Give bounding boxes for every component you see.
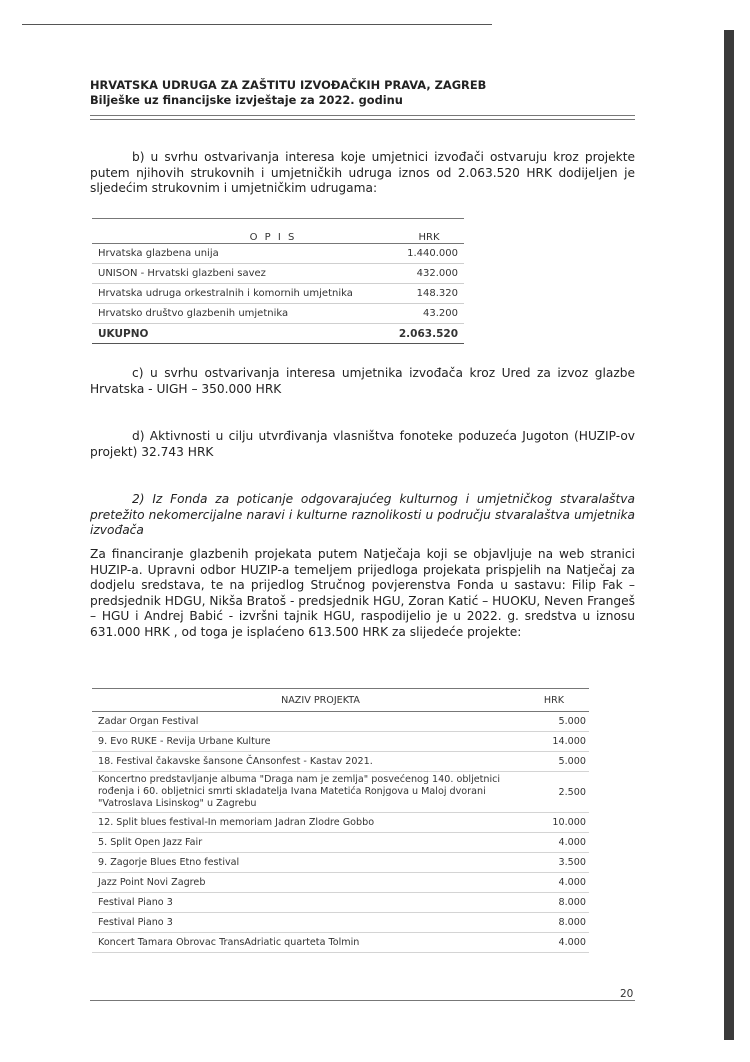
- table-header: [92, 688, 589, 712]
- table-row: Hrvatska glazbena unija 1.440.000: [92, 244, 464, 264]
- table-row: 12. Split blues festival-In memoriam Jadran Zlodre Gobbo 10.000: [92, 813, 589, 833]
- paragraph-c: c) u svrhu ostvarivanja interesa umjetnika izvođača kroz Ured za izvoz glazbe Hrvatska - UIGH – 350.000 HRK: [90, 366, 635, 396]
- table-row: 5. Split Open Jazz Fair 4.000: [92, 833, 589, 853]
- table-row: Koncert Tamara Obrovac TransAdriatic quarteta Tolmin 4.000: [92, 933, 589, 953]
- page-number: 20: [620, 988, 634, 1000]
- paragraph-b: b) u svrhu ostvarivanja interesa koje umjetnici izvođači ostvaruju kroz projekte putem njihovih strukovnih i umjetničkih udruga iznos od 2.063.520 HRK dodijeljen je sljedećim strukovnim i umjetničkim udrugama:: [90, 150, 635, 195]
- table-row: Festival Piano 3 8.000: [92, 913, 589, 933]
- page-header: [90, 78, 635, 108]
- header-rule: [90, 119, 635, 120]
- top-rule: [22, 24, 492, 25]
- table-row: UNISON - Hrvatski glazbeni savez 432.000: [92, 264, 464, 284]
- header-opis: O P I S: [249, 232, 297, 243]
- projects-table: [92, 688, 589, 953]
- table-row: 18. Festival čakavske šansone ČAnsonfest - Kastav 2021. 5.000: [92, 752, 589, 772]
- header-title: HRVATSKA UDRUGA ZA ZAŠTITU IZVOĐAČKIH PRAVA, ZAGREB: [90, 78, 487, 92]
- table-row: Festival Piano 3 8.000: [92, 893, 589, 913]
- scan-edge-bar: [724, 30, 734, 1040]
- header-hrk: HRK: [418, 232, 440, 243]
- table-row: Hrvatska udruga orkestralnih i komornih umjetnika 148.320: [92, 284, 464, 304]
- section-2-heading: 2) Iz Fonda za poticanje odgovarajućeg kulturnog i umjetničkog stvaralaštva pretežito nekomercijalne naravi i kulturne raznolikosti u području stvaralaštva umjetnika izvođača: [90, 492, 635, 537]
- header-hrk: HRK: [543, 694, 565, 706]
- table-row: Hrvatsko društvo glazbenih umjetnika 43.200: [92, 304, 464, 324]
- table-row: Zadar Organ Festival 5.000: [92, 712, 589, 732]
- paragraph-d: d) Aktivnosti u cilju utvrđivanja vlasništva fonoteke poduzeća Jugoton (HUZIP-ov projekt) 32.743 HRK: [90, 429, 635, 459]
- table-row: Koncertno predstavljanje albuma "Draga nam je zemlja" posvećenog 140. obljetnici rođenja i 60. obljetnici smrti skladatelja Ivana Matetića Ronjgova u Maloj dvorani "Vatroslava Lisinskog" u Zagrebu 2.500: [92, 772, 589, 813]
- fund-paragraph: Za financiranje glazbenih projekata putem Natječaja koji se objavljuje na web stranici HUZIP-a. Upravni odbor HUZIP-a temeljem prijedloga projekata prispjelih na Natječaj za dodjelu sredstava, te na prijedlog Stručnog povjerenstva Fonda u sastavu: Filip Fak – predsjednik HDGU, Nikša Bratoš - predsjednik HGU, Zoran Katić – HUOKU, Neven Frangeš – HGU i Andrej Babić - izvršni tajnik HGU, raspodijelio je u 2022. g. sredstva u iznosu 631.000 HRK , od toga je isplaćeno 613.500 HRK za slijedeće projekte:: [90, 547, 635, 639]
- table-total-row: UKUPNO 2.063.520: [92, 324, 464, 344]
- table-row: Jazz Point Novi Zagreb 4.000: [92, 873, 589, 893]
- footer-rule: [90, 1000, 635, 1001]
- table-row: 9. Evo RUKE - Revija Urbane Kulture 14.000: [92, 732, 589, 752]
- header-rule: [90, 115, 635, 116]
- table-row: 9. Zagorje Blues Etno festival 3.500: [92, 853, 589, 873]
- header-subtitle: Bilješke uz financijske izvještaje za 2022. godinu: [90, 93, 403, 107]
- table-header: [92, 228, 464, 244]
- associations-table: [92, 218, 464, 344]
- header-project-name: NAZIV PROJEKTA: [281, 694, 360, 706]
